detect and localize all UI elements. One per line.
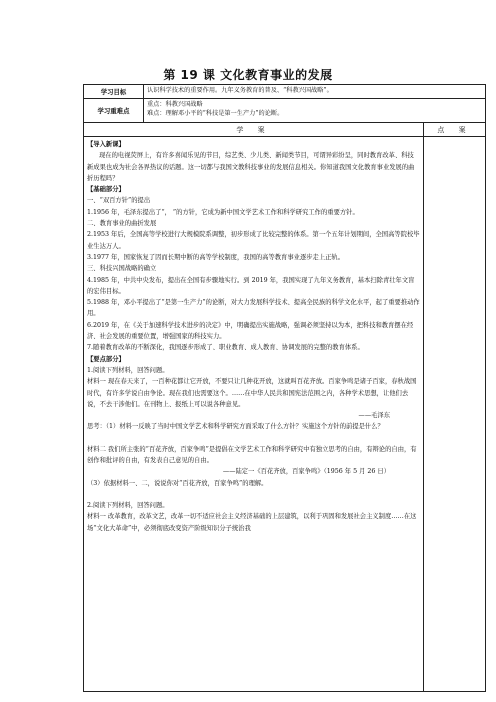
material-1-source: ——毛泽东 (358, 412, 390, 420)
goals-text: 认识科学技术的重要作用。九年义务教育的普及、“科教兴国战略”。 (144, 85, 486, 99)
basic-item-5: 5.1988 年，邓小平提出了“是第一生产力”的论断，对大力发展科学技术、提高全民族的科学文化水平，起了重要推动作用。 (87, 299, 420, 318)
page-title: 第 19 课 文化教育事业的发展 (163, 68, 333, 82)
plan-column-header: 学 案 (84, 123, 424, 137)
basic-item-4: 4.1985 年，中共中央发布，提出在全国有步骤地实行。到 2019 年，我国实现了九年义务教育，基本扫除青壮年文盲的宏伟目标。 (87, 276, 415, 295)
key-heading: 【要点部分】 (87, 355, 125, 363)
plan-content (84, 137, 424, 692)
basic-item-7: 7.随着教育改革的不断深化，我国逐步形成了、职业教育、成人教育、协调发展的完整的教育体系。 (87, 344, 364, 352)
basic-item-6: 6.2019 年，在《关于加速科学技术进步的决定》中，明确提出实施战略，强调必须坚持以为本，把科技和教育摆在经济、社会发展的重要位置，增强国家的科技实力。 (87, 321, 414, 341)
focus-label: 学习重难点 (84, 99, 144, 123)
intro-heading: 【导入新课】 (87, 141, 125, 148)
material-2-source: ——陆定一《百花齐放，百家争鸣》（1956 年 5 月 26 日） (222, 468, 390, 476)
key-item-1: 1.阅读下列材料，回答问题。 (87, 366, 169, 374)
material-3: 材料一 改革教育，改革文艺，改革一切不适应社会主义经济基础的上层建筑，以利于巩固和发展社会主义制度……在这场“文化大革命”中，必须彻底改变资产阶级知识分子统治我 (87, 513, 417, 532)
material-1: 材料一 现在春天来了，一百种花都让它开放，不要只让几种花开放，这就叫百花齐放。百家争鸣是诸子百家，春秋战国时代，有许多学说自由争论。现在我们也需要这个。……在中华人民共和国宪法范围之内，各种学术思想，让他们去说，不去干涉他们。在刊物上、报纸上可以说各种意见。 (87, 378, 417, 408)
lesson-table (83, 84, 486, 692)
question-1: 思考：（1）材料一反映了当时中国文学艺术和科学研究方面采取了什么方针？实施这个方针的前提是什么？ (87, 423, 384, 431)
basic-item-2: 2.1953 年后，全国高等学校进行大规模院系调整，初步形成了比较完整的体系。第一个五年计划期间，全国高等院校毕业生达万人。 (87, 231, 420, 250)
focus-cell (144, 99, 486, 123)
key-item-2: 2.阅读下列材料，回答问题。 (87, 501, 169, 509)
basic-heading: 【基础部分】 (87, 186, 125, 194)
focus-key: 重点：科教兴国战略 (147, 101, 203, 108)
goals-label: 学习目标 (84, 85, 144, 99)
intro-text: 现在的电视荧屏上，有许多喜闻乐见的节目，综艺类、少儿类、新闻类节目，可谓异彩纷呈，同时教育改革、科技新成果也成为社会各界热议的话题。这一切都与我国文教科技事业的发展信息相关。你知道我国文化教育事业发展的曲折历程吗？ (87, 152, 415, 182)
material-2: 材料二 我们所主张的“百花齐放，百家争鸣”是提倡在文学艺术工作和科学研究中有独立思考的自由，有辩论的自由，有创作和批评的自由，有发表自己意见的自由。 (87, 445, 417, 465)
question-3: （3）依据材料一、二，说说你对“百花齐放，百家争鸣”的理解。 (87, 479, 268, 487)
section-1: 一、“双百方针”的提出 (87, 197, 151, 205)
basic-item-3: 3.1977 年，国家恢复了因而长期中断的高等学校制度，我国的高等教育事业逐步走上正轨。 (87, 253, 345, 261)
spacer (87, 489, 420, 500)
basic-item-1: 1.1956 年，毛泽东提出了“， ”的方针，它成为新中国文学艺术工作和科学研究工作的重要方针。 (87, 208, 359, 216)
notes-column-header: 点 案 (424, 123, 486, 137)
spacer (87, 433, 420, 444)
notes-content (424, 137, 486, 692)
section-3: 三、科技兴国战略的确立 (87, 265, 157, 273)
section-2: 二、教育事业的曲折发展 (87, 220, 157, 228)
focus-difficult: 难点：理解邓小平的“科技是第一生产力”的论断。 (147, 110, 284, 117)
